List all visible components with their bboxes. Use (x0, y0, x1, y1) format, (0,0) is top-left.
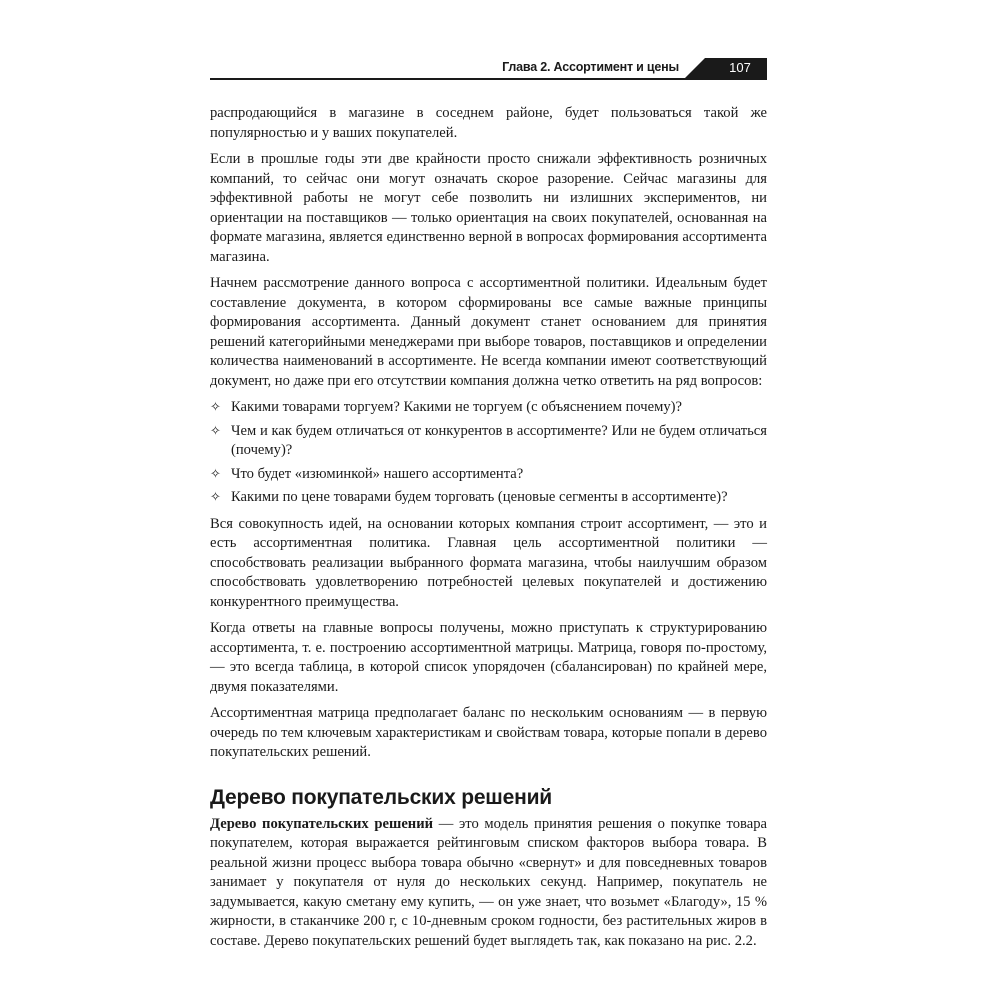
section-heading: Дерево покупательских решений (210, 785, 552, 809)
defined-term: Дерево покупательских решений (210, 815, 434, 832)
paragraph: Вся совокупность идей, на основании которых компания строит ассортимент, — это и есть ассортиментная политика. Главная цель ассортиментной политики — способствовать реализации выбранного формата магазина, чтобы наилучшим образом способствовать удовлетворению потребностей целевых покупателей и достижению конкурентного преимущества. (210, 515, 767, 610)
list-item (210, 422, 767, 461)
list-item (210, 488, 767, 508)
list-item (210, 398, 767, 418)
running-header (210, 58, 767, 80)
paragraph: Ассортиментная матрица предполагает баланс по нескольким основаниям — в первую очередь по тем ключевым характеристикам и свойствам товара, которые попали в дерево покупательских решений. (210, 705, 767, 760)
page-number: 107 (729, 60, 751, 75)
diamond-bullet-icon: ✧ (210, 490, 221, 505)
diamond-bullet-icon: ✧ (210, 466, 221, 482)
paragraph: Если в прошлые годы эти две крайности просто снижали эффективность розничных компаний, то сейчас они могут означать скорое разорение. Сейчас магазины для эффективной работы не могут себе позволить ни излишних экспериментов, ни ориентации на поставщиков — только ориентация на своих покупателей, основанная на формате магазина, является единственно верной в вопросах формирования ассортимента магазина. (210, 151, 767, 265)
body-text (210, 104, 767, 958)
header-rule (210, 78, 767, 80)
list-item-text: Какими товарами торгуем? Какими не торгуем (с объяснением почему)? (231, 399, 682, 415)
list-item-text: Какими по цене товарами будем торговать (ценовые сегменты в ассортименте)? (231, 489, 728, 505)
list-item-text: Чем и как будем отличаться от конкурентов в ассортименте? Или не будем отличаться (почему)? (231, 422, 767, 458)
chapter-title: Глава 2. Ассортимент и цены (502, 60, 679, 74)
paragraph: Начнем рассмотрение данного вопроса с ассортиментной политики. Идеальным будет составление документа, в котором сформированы все самые важные принципы формирования ассортимента. Данный документ станет основанием для принятия решений категорийными менеджерами при выборе товаров, поставщиков и определении количества наименований в ассортименте. Не всегда компании имеют соответствующий документ, но даже при его отсутствии компания должна четко ответить на ряд вопросов: (210, 275, 767, 389)
diamond-bullet-icon: ✧ (210, 423, 221, 439)
definition-paragraph (210, 815, 767, 952)
diamond-bullet-icon: ✧ (210, 400, 221, 415)
question-list (210, 398, 767, 508)
list-item (210, 465, 767, 485)
paragraph: Когда ответы на главные вопросы получены, можно приступать к структурированию ассортимента, т. е. построению ассортиментной матрицы. Матрица, говоря по-простому, — это всегда таблица, в которой список упорядочен (сбалансирован) по крайней мере, двумя показателями. (210, 620, 767, 695)
paragraph: распродающийся в магазине в соседнем районе, будет пользоваться такой же популярностью и у ваших покупателей. (210, 105, 767, 141)
list-item-text: Что будет «изюминкой» нашего ассортимента? (231, 465, 524, 482)
definition-text: — это модель принятия решения о покупке товара покупателем, которая выражается рейтинговым списком факторов выбора товара. В реальной жизни процесс выбора товара обычно «свернут» и для повседневных товаров занимает у покупателя от нуля до нескольких секунд. Например, покупатель не задумывается, какую сметану ему купить, — он уже знает, что возьмет «Благоду», 15 % жирности, в стаканчике 200 г, с 10-дневным сроком годности, без растительных жиров в составе. Дерево покупательских решений будет выглядеть так, как показано на рис. 2.2. (210, 815, 767, 949)
